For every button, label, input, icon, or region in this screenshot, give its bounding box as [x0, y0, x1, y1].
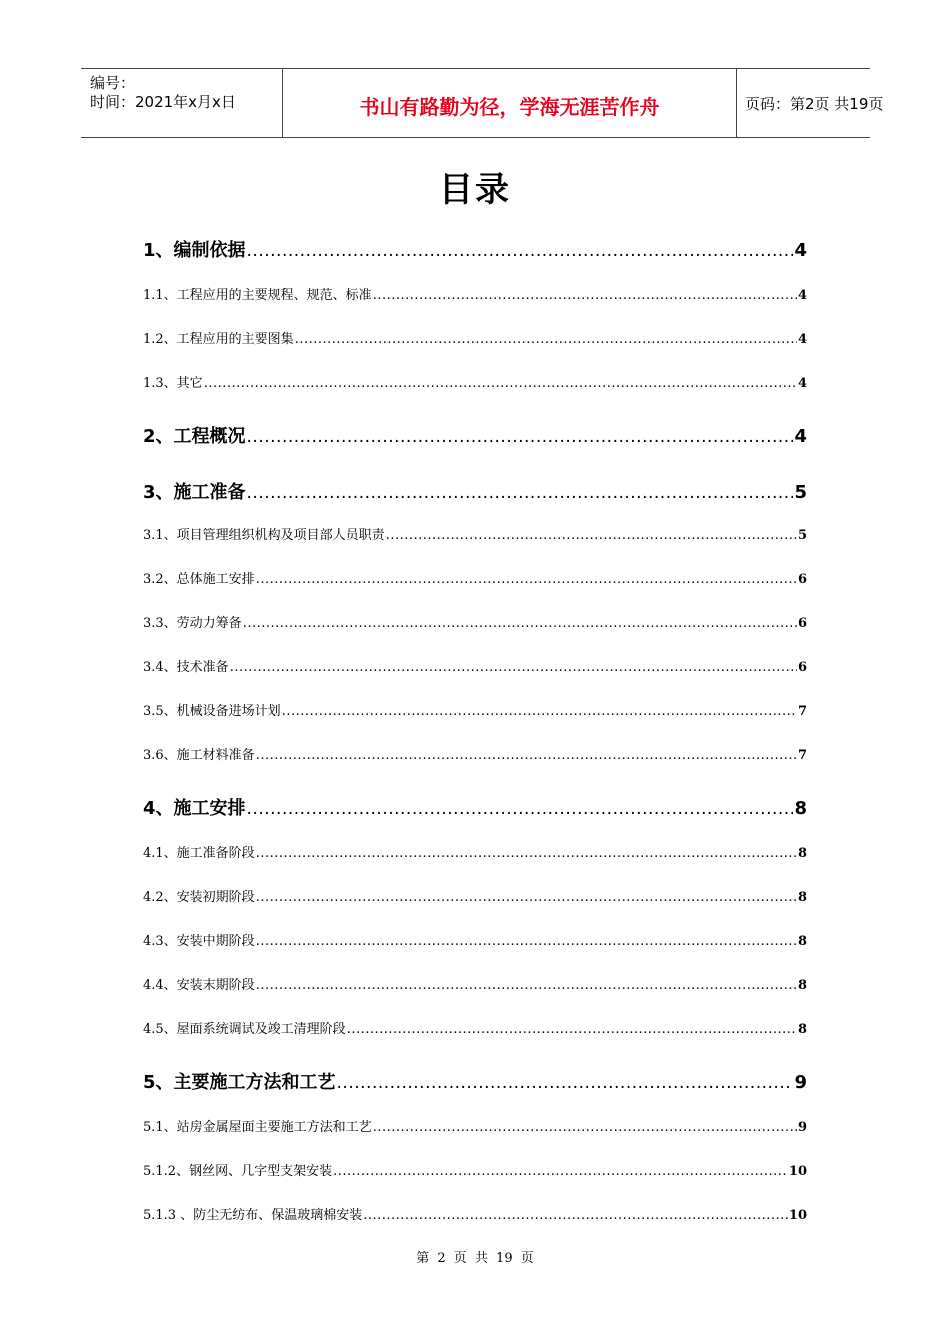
toc-dot-leader [256, 748, 797, 763]
toc-entry-page: 6 [797, 572, 807, 587]
toc-dot-leader [247, 240, 794, 261]
toc-entry-title: 4.4、安装末期阶段 [143, 978, 255, 993]
toc-dot-leader [256, 890, 797, 905]
toc-entry-title: 4.1、施工准备阶段 [143, 846, 255, 861]
toc-entry-title: 3.6、施工材料准备 [143, 748, 255, 763]
document-date: 时间：2021年x月x日 [90, 93, 236, 111]
header-page-info: 页码：第2页 共19页 [745, 95, 884, 113]
toc-dot-leader [256, 934, 797, 949]
toc-entry-page: 8 [797, 934, 807, 949]
toc-entry-page: 6 [797, 660, 807, 675]
toc-dot-leader [386, 528, 797, 543]
toc-dot-leader [373, 288, 797, 303]
toc-entry[interactable] [143, 1116, 807, 1135]
toc-entry-title: 3.2、总体施工安排 [143, 572, 255, 587]
toc-entry-title: 4、施工安排 [143, 798, 246, 819]
toc-dot-leader [256, 846, 797, 861]
toc-entry-page: 7 [797, 704, 807, 719]
toc-entry-page: 8 [794, 798, 807, 819]
toc-entry[interactable] [143, 422, 807, 448]
toc-entry-page: 10 [788, 1208, 807, 1223]
toc-entry[interactable] [143, 656, 807, 675]
toc-entry-page: 4 [797, 332, 807, 347]
toc-dot-leader [230, 660, 797, 675]
document-number-label: 编号： [90, 74, 136, 92]
toc-dot-leader [247, 482, 794, 503]
toc-entry-page: 4 [794, 240, 807, 261]
toc-dot-leader [256, 572, 797, 587]
toc-entry-page: 9 [794, 1072, 807, 1093]
toc-entry-title: 2、工程概况 [143, 426, 246, 447]
toc-entry[interactable] [143, 930, 807, 949]
toc-entry-page: 7 [797, 748, 807, 763]
toc-entry-title: 5.1.2、钢丝网、几字型支架安装 [143, 1164, 333, 1179]
toc-entry-title: 5.1.3 、防尘无纺布、保温玻璃棉安装 [143, 1208, 363, 1223]
toc-entry[interactable] [143, 372, 807, 391]
toc-entry-page: 8 [797, 846, 807, 861]
toc-entry-page: 8 [797, 978, 807, 993]
toc-entry[interactable] [143, 886, 807, 905]
toc-entry-title: 1.1、工程应用的主要规程、规范、标准 [143, 288, 372, 303]
toc-entry[interactable] [143, 700, 807, 719]
toc-dot-leader [247, 426, 794, 447]
toc-entry[interactable] [143, 1204, 807, 1223]
toc-dot-leader [247, 798, 794, 819]
toc-entry-title: 3、施工准备 [143, 482, 246, 503]
toc-entry-page: 4 [794, 426, 807, 447]
toc-entry-title: 3.3、劳动力筹备 [143, 616, 242, 631]
toc-entry-page: 5 [797, 528, 807, 543]
toc-entry[interactable] [143, 478, 807, 504]
toc-dot-leader [363, 1208, 788, 1223]
toc-dot-leader [373, 1120, 797, 1135]
toc-title: 目录 [439, 170, 511, 210]
toc-entry-page: 6 [797, 616, 807, 631]
toc-entry-title: 4.5、屋面系统调试及竣工清理阶段 [143, 1022, 346, 1037]
toc-entry-title: 1、编制依据 [143, 240, 246, 261]
toc-dot-leader [347, 1022, 797, 1037]
toc-entry-title: 5.1、站房金属屋面主要施工方法和工艺 [143, 1120, 372, 1135]
toc-dot-leader [256, 978, 797, 993]
toc-entry-page: 4 [797, 376, 807, 391]
toc-entry-title: 4.3、安装中期阶段 [143, 934, 255, 949]
toc-entry-title: 3.5、机械设备进场计划 [143, 704, 281, 719]
toc-entry-page: 5 [794, 482, 807, 503]
toc-entry[interactable] [143, 612, 807, 631]
toc-entry[interactable] [143, 284, 807, 303]
toc-entry[interactable] [143, 1068, 807, 1094]
toc-entry-page: 4 [797, 288, 807, 303]
toc-dot-leader [204, 376, 797, 391]
header-left-cell [81, 69, 282, 137]
toc-dot-leader [295, 332, 797, 347]
toc-entry-title: 4.2、安装初期阶段 [143, 890, 255, 905]
toc-dot-leader [282, 704, 797, 719]
toc-entry-title: 1.3、其它 [143, 376, 203, 391]
toc-entry[interactable] [143, 328, 807, 347]
toc-entry-title: 1.2、工程应用的主要图集 [143, 332, 294, 347]
toc-dot-leader [243, 616, 797, 631]
toc-entry[interactable] [143, 842, 807, 861]
toc-dot-leader [333, 1164, 788, 1179]
page-header [81, 68, 884, 138]
header-motto: 书山有路勤为径，学海无涯苦作舟 [359, 95, 660, 119]
toc-entry-page: 8 [797, 1022, 807, 1037]
toc-entry-title: 5、主要施工方法和工艺 [143, 1072, 336, 1093]
header-right-cell [736, 69, 884, 137]
toc-entry[interactable] [143, 524, 807, 543]
toc-entry-page: 8 [797, 890, 807, 905]
header-middle-cell [282, 69, 737, 137]
toc-dot-leader [337, 1072, 794, 1093]
toc-entry[interactable] [143, 974, 807, 993]
toc-entry-page: 9 [797, 1120, 807, 1135]
toc-entry[interactable] [143, 568, 807, 587]
toc-entry[interactable] [143, 1160, 807, 1179]
page-footer: 第 2 页 共 19 页 [416, 1251, 534, 1266]
toc-entry[interactable] [143, 744, 807, 763]
toc-entry-page: 10 [788, 1164, 807, 1179]
toc-entry[interactable] [143, 1018, 807, 1037]
toc-entry[interactable] [143, 794, 807, 820]
toc-entry-title: 3.4、技术准备 [143, 660, 229, 675]
toc-entry-title: 3.1、项目管理组织机构及项目部人员职责 [143, 528, 385, 543]
toc-entry[interactable] [143, 236, 807, 262]
